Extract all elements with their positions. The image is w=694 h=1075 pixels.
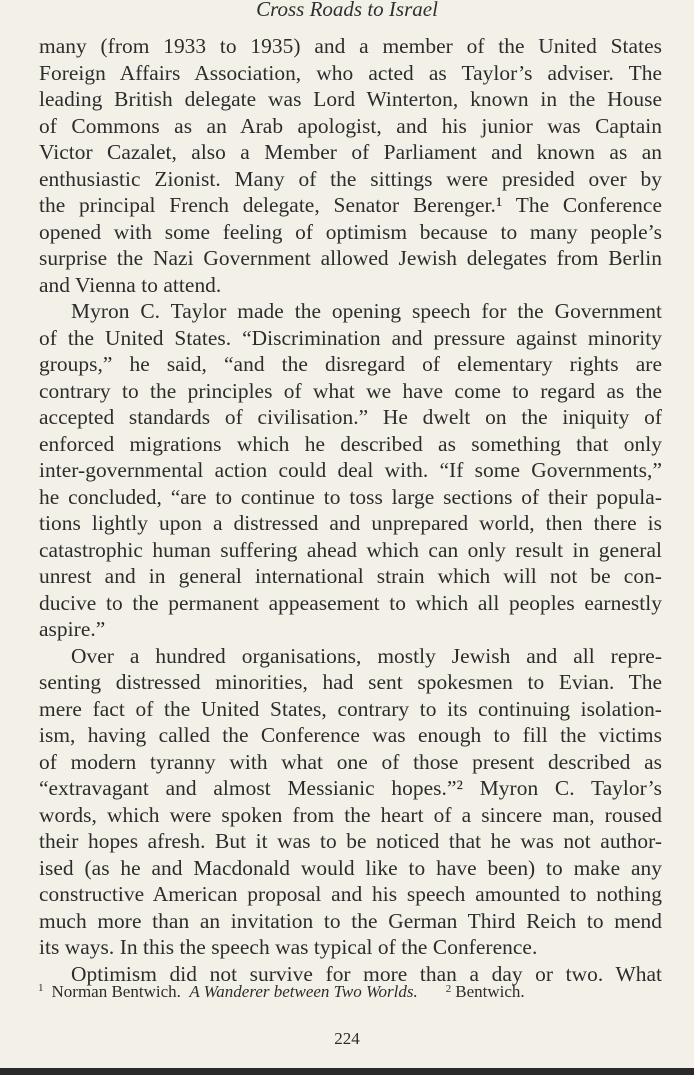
- text-line: accepted standards of civilisation.” He dwelt on the iniquity of: [39, 405, 662, 429]
- footnote-mark-2: 2: [445, 983, 452, 995]
- text-line: of the United States. “Discrimination and pressure against minority: [39, 325, 662, 350]
- text-line: inter-governmental action could deal with. “If some Governments,”: [39, 458, 662, 482]
- text-line: unrest and in general international strain which will not be con-: [39, 564, 662, 588]
- text-line: ducive to the permanent appeasement to which all peoples earnestly: [39, 590, 662, 615]
- text-line: “extravagant and almost Messianic hopes.”² Myron C. Taylor’s: [39, 776, 662, 800]
- text-line: words, which were spoken from the heart of a sincere man, roused: [39, 802, 662, 827]
- text-line: ism, having called the Conference was enough to fill the victims: [39, 723, 662, 747]
- footnotes: [38, 975, 658, 1005]
- footnote-1-author: Norman Bentwich.: [51, 982, 181, 1001]
- text-line: Victor Cazalet, also a Member of Parliament and known as an: [39, 140, 662, 164]
- footnote-2-text: Bentwich.: [455, 982, 525, 1001]
- text-line: ised (as he and Macdonald would like to have been) to make any: [39, 855, 662, 880]
- text-line: of modern tyranny with what one of those present described as: [39, 749, 662, 774]
- text-line: Myron C. Taylor made the opening speech for the Government: [71, 299, 662, 323]
- text-line: the principal French delegate, Senator Berenger.¹ The Conference: [39, 193, 662, 217]
- text-line: opened with some feeling of optimism because to many people’s: [39, 219, 662, 244]
- text-line: constructive American proposal and his speech amounted to nothing: [39, 882, 662, 906]
- running-head: Cross Roads to Israel: [256, 0, 438, 21]
- scan-edge-bar: [0, 1068, 694, 1075]
- paragraph-1: [39, 33, 662, 298]
- text-line: and Vienna to attend.: [39, 272, 222, 297]
- text-line: he concluded, “are to continue to toss large sections of their popula-: [39, 484, 662, 509]
- text-line: Foreign Affairs Association, who acted as Taylor’s adviser. The: [39, 60, 662, 85]
- footnote-1-title: A Wanderer between Two Worlds.: [189, 982, 418, 1001]
- text-line: aspire.”: [39, 617, 106, 641]
- text-line: senting distressed minorities, had sent spokesmen to Evian. The: [39, 670, 662, 694]
- text-line: Over a hundred organisations, mostly Jewish and all repre-: [71, 643, 662, 668]
- text-line: tions lightly upon a distressed and unprepared world, then there is: [39, 511, 662, 535]
- text-line: their hopes afresh. But it was to be noticed that he was not author-: [39, 829, 662, 853]
- text-line: many (from 1933 to 1935) and a member of the United States: [39, 34, 662, 58]
- text-line: contrary to the principles of what we have come to regard as the: [39, 378, 662, 403]
- text-line: surprise the Nazi Government allowed Jewish delegates from Berlin: [39, 246, 662, 270]
- paragraph-3: [39, 643, 662, 961]
- text-line: enforced migrations which he described as something that only: [39, 431, 662, 456]
- footnote-mark-1: 1: [38, 982, 44, 994]
- page-number: 224: [334, 1029, 360, 1048]
- text-line: Optimism did not survive for more than a day or two. What: [71, 961, 662, 986]
- text-line: leading British delegate was Lord Winterton, known in the House: [39, 87, 662, 111]
- text-line: catastrophic human suffering ahead which can only result in general: [39, 537, 662, 562]
- text-line: its ways. In this the speech was typical of the Conference.: [39, 935, 538, 959]
- text-line: of Commons as an Arab apologist, and his junior was Captain: [39, 113, 662, 138]
- body-text: [39, 33, 662, 987]
- text-line: mere fact of the United States, contrary to its continuing isolation-: [39, 696, 662, 721]
- text-line: much more than an invitation to the German Third Reich to mend: [39, 908, 662, 933]
- text-line: groups,” he said, “and the disregard of elementary rights are: [39, 352, 662, 376]
- paragraph-2: [39, 298, 662, 643]
- text-line: enthusiastic Zionist. Many of the sittings were presided over by: [39, 166, 662, 191]
